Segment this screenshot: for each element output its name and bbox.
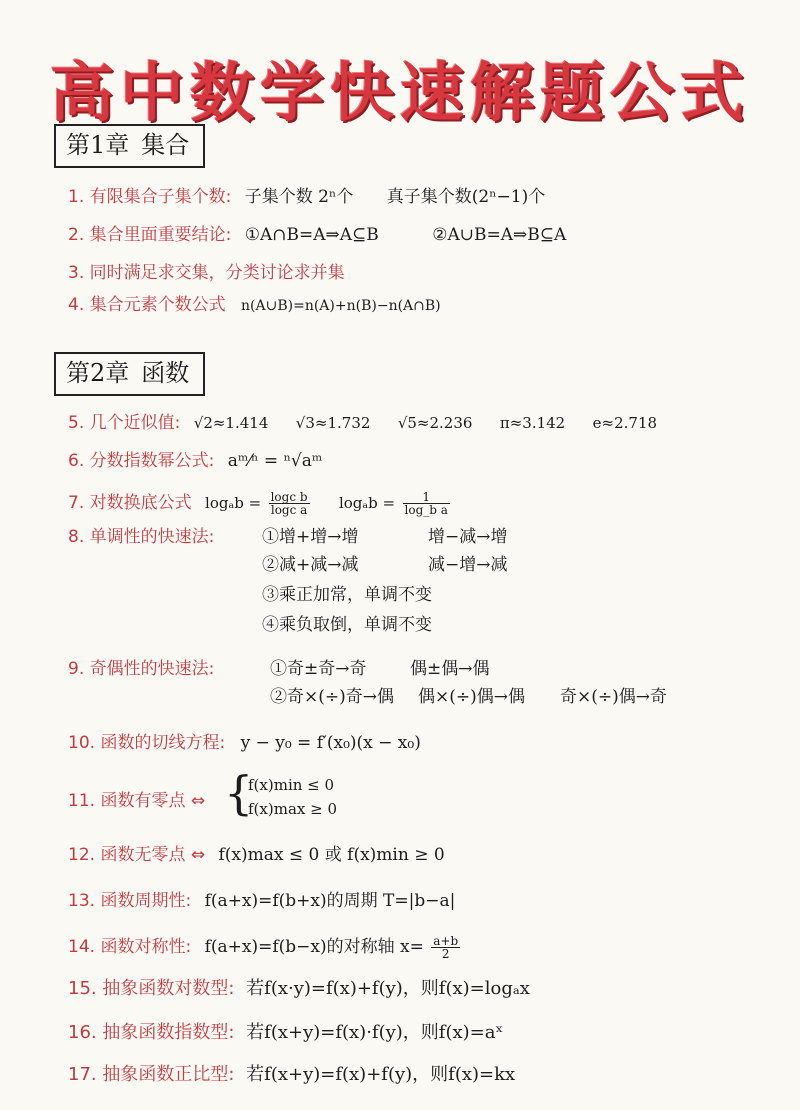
- item-12-formula: f(x)max ≤ 0 或 f(x)min ≥ 0: [218, 845, 445, 865]
- item-14-label: 14. 函数对称性:: [68, 937, 192, 957]
- item-4-label: 4. 集合元素个数公式: [68, 295, 226, 315]
- page-title: 高中数学快速解题公式: [50, 56, 750, 131]
- item-8-rule-3: ③乘正加常，单调不变: [262, 585, 432, 605]
- item-14: [68, 932, 462, 962]
- item-13-label: 13. 函数周期性:: [68, 891, 192, 911]
- item-8-rule-1a: ①增+增→增: [262, 527, 359, 547]
- item-15: [68, 978, 530, 1000]
- item-9-rule-2c: 奇×(÷)偶→奇: [560, 687, 667, 707]
- item-5-label: 5. 几个近似值:: [68, 413, 181, 433]
- item-12-label: 12. 函数无零点 ⇔: [68, 845, 206, 865]
- chapter-2-heading: [54, 352, 205, 396]
- item-11-cond-min: f(x)min ≤ 0: [248, 776, 335, 794]
- item-6-label: 6. 分数指数幂公式:: [68, 451, 215, 471]
- item-2-label: 2. 集合里面重要结论:: [68, 225, 232, 245]
- item-9-rule-1a: ①奇±奇→奇: [270, 659, 367, 679]
- item-15-label: 15. 抽象函数对数型:: [68, 978, 235, 999]
- item-8: [68, 526, 214, 548]
- item-8-rule-2b: 减−增→减: [428, 555, 508, 575]
- item-5-sqrt5: √5≈2.236: [397, 414, 473, 432]
- item-14-formula: f(a+x)=f(b−x)的对称轴 x=: [204, 937, 424, 957]
- item-1-formula-b: 真子集个数(2ⁿ−1)个: [386, 187, 546, 207]
- item-10-formula: y − y₀ = f′(x₀)(x − x₀): [240, 733, 421, 753]
- chapter-1-heading: [54, 124, 205, 168]
- item-11-brace: {: [224, 766, 254, 820]
- item-8-label: 8. 单调性的快速法:: [68, 527, 215, 547]
- item-4-formula: n(A∪B)=n(A)+n(B)−n(A∩B): [241, 298, 441, 314]
- item-5-pi: π≈3.142: [499, 414, 566, 432]
- chapter-2-number: 第2章: [66, 359, 130, 387]
- item-9-rule-2b: 偶×(÷)偶→偶: [418, 687, 525, 707]
- item-13-formula: f(a+x)=f(b+x)的周期 T=|b−a|: [204, 891, 456, 911]
- item-7-fraction-b-den: log_b a: [404, 502, 448, 517]
- item-1-label: 1. 有限集合子集个数:: [68, 187, 232, 207]
- item-3-label: 3. 同时满足求交集，分类讨论求并集: [68, 263, 345, 283]
- item-11-cond-max: f(x)max ≥ 0: [248, 800, 337, 818]
- item-12: [68, 844, 445, 866]
- item-8-rule-2a: ②减+减→减: [262, 555, 359, 575]
- item-5: [68, 412, 657, 434]
- chapter-2-name: 函数: [141, 359, 190, 387]
- item-9-label: 9. 奇偶性的快速法:: [68, 659, 215, 679]
- item-3: [68, 262, 345, 284]
- chapter-1-number: 第1章: [66, 131, 130, 159]
- item-17-label: 17. 抽象函数正比型:: [68, 1064, 235, 1085]
- item-6: [68, 450, 322, 472]
- item-14-fraction-num: a+b: [433, 933, 459, 948]
- item-1: [68, 186, 545, 208]
- chapter-1-name: 集合: [141, 131, 190, 159]
- item-5-sqrt3: √3≈1.732: [295, 414, 371, 432]
- item-7-fraction-a-num: logc b: [270, 489, 308, 504]
- item-14-fraction: [431, 935, 460, 960]
- item-5-e: e≈2.718: [592, 414, 658, 432]
- item-10: [68, 732, 421, 754]
- item-1-formula-a: 子集个数 2ⁿ个: [244, 187, 354, 207]
- item-2-formula-b: ②A∪B=A⇒B⊆A: [432, 225, 567, 245]
- item-15-formula: 若f(x·y)=f(x)+f(y)，则f(x)=logₐx: [246, 978, 530, 999]
- item-7-lhs-b: logₐb =: [338, 494, 396, 512]
- item-11: [68, 790, 205, 812]
- item-8-rule-1b: 增−减→增: [428, 527, 508, 547]
- item-16-formula: 若f(x+y)=f(x)·f(y)，则f(x)=aˣ: [246, 1022, 504, 1043]
- item-5-sqrt2: √2≈1.414: [193, 414, 269, 432]
- item-11-label: 11. 函数有零点 ⇔: [68, 791, 206, 811]
- item-14-fraction-den: 2: [441, 946, 450, 961]
- item-7: [68, 488, 452, 518]
- item-7-label: 7. 对数换底公式: [68, 493, 192, 513]
- item-17: [68, 1064, 515, 1086]
- item-7-fraction-b-num: 1: [403, 491, 450, 504]
- item-7-lhs-a: logₐb =: [205, 494, 262, 512]
- item-13: [68, 890, 455, 912]
- item-17-formula: 若f(x+y)=f(x)+f(y)，则f(x)=kx: [246, 1064, 516, 1085]
- item-8-rule-4: ④乘负取倒，单调不变: [262, 615, 432, 635]
- item-9: [68, 658, 214, 680]
- item-9-rule-1b: 偶±偶→偶: [410, 659, 490, 679]
- item-7-fraction-a-den: logc a: [270, 502, 308, 517]
- item-7-fraction-a: [269, 491, 310, 516]
- item-16: [68, 1022, 503, 1044]
- item-7-fraction-b: [403, 491, 450, 516]
- item-16-label: 16. 抽象函数指数型:: [68, 1022, 235, 1043]
- item-6-formula: aᵐ⁄ⁿ = ⁿ√aᵐ: [227, 451, 323, 471]
- item-9-rule-2a: ②奇×(÷)奇→偶: [270, 687, 394, 707]
- item-2: [68, 224, 566, 246]
- item-4: [68, 294, 441, 317]
- item-10-label: 10. 函数的切线方程:: [68, 733, 226, 753]
- item-2-formula-a: ①A∩B=A⇒A⊆B: [244, 225, 379, 245]
